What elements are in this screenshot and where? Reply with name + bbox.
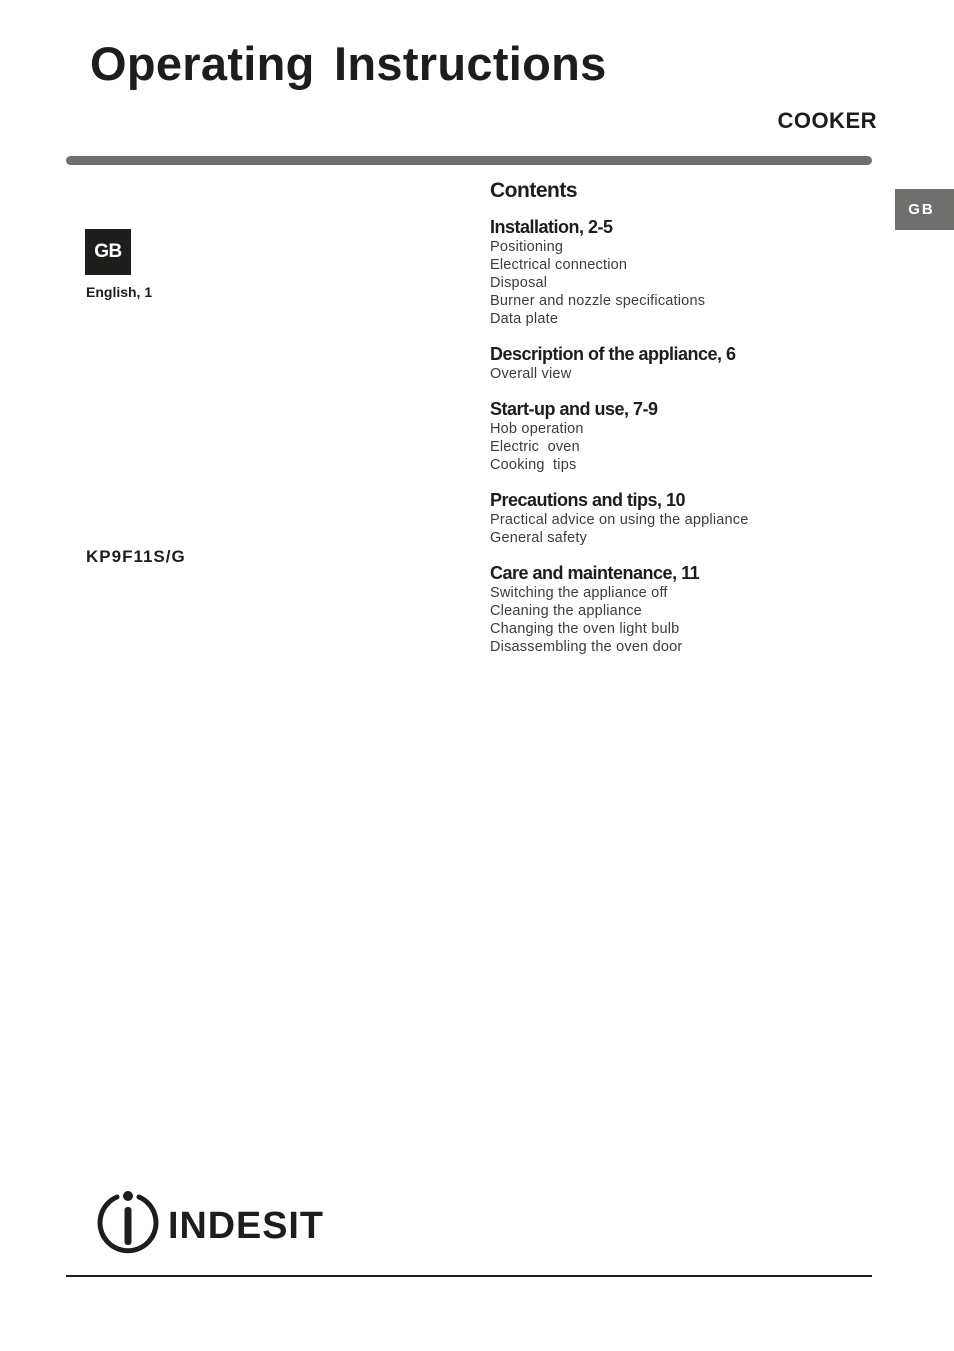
contents-section-installation (490, 216, 890, 328)
list-item: Burner and nozzle specifications (490, 293, 706, 309)
list-item: Electric oven (490, 439, 580, 455)
section-title: Care and maintenance, 11 (490, 563, 700, 583)
list-item: Disassembling the oven door (490, 639, 683, 655)
list-item: Switching the appliance off (490, 585, 668, 601)
list-item: Disposal (490, 275, 548, 291)
contents-section-care (490, 562, 890, 656)
header-divider (66, 156, 872, 165)
product-type: COOKER (777, 108, 877, 133)
indesit-logo (96, 1188, 328, 1254)
list-item: Hob operation (490, 421, 584, 437)
list-item: Overall view (490, 366, 572, 382)
list-item: Electrical connection (490, 257, 628, 273)
contents-section-description (490, 343, 890, 383)
page-title: Operating Instructions (90, 37, 607, 90)
logo-wordmark: INDESIT (168, 1205, 324, 1247)
language-badge: GB (85, 229, 131, 275)
contents-section-precautions (490, 489, 890, 547)
list-item: General safety (490, 530, 588, 546)
language-label: English, 1 (86, 284, 153, 300)
table-of-contents (490, 179, 890, 671)
footer-divider (66, 1275, 872, 1277)
model-number: KP9F11S/G (86, 547, 186, 566)
contents-section-startup (490, 398, 890, 474)
list-item: Cleaning the appliance (490, 603, 642, 619)
list-item: Cooking tips (490, 457, 577, 473)
section-title: Installation, 2-5 (490, 217, 613, 237)
section-title: Start-up and use, 7-9 (490, 399, 658, 419)
section-title: Description of the appliance, 6 (490, 344, 736, 364)
contents-title: Contents (490, 179, 577, 202)
list-item: Data plate (490, 311, 559, 327)
language-side-tab: GB (895, 189, 954, 230)
section-title: Precautions and tips, 10 (490, 490, 686, 510)
list-item: Practical advice on using the appliance (490, 512, 749, 528)
list-item: Changing the oven light bulb (490, 621, 680, 637)
list-item: Positioning (490, 239, 564, 255)
